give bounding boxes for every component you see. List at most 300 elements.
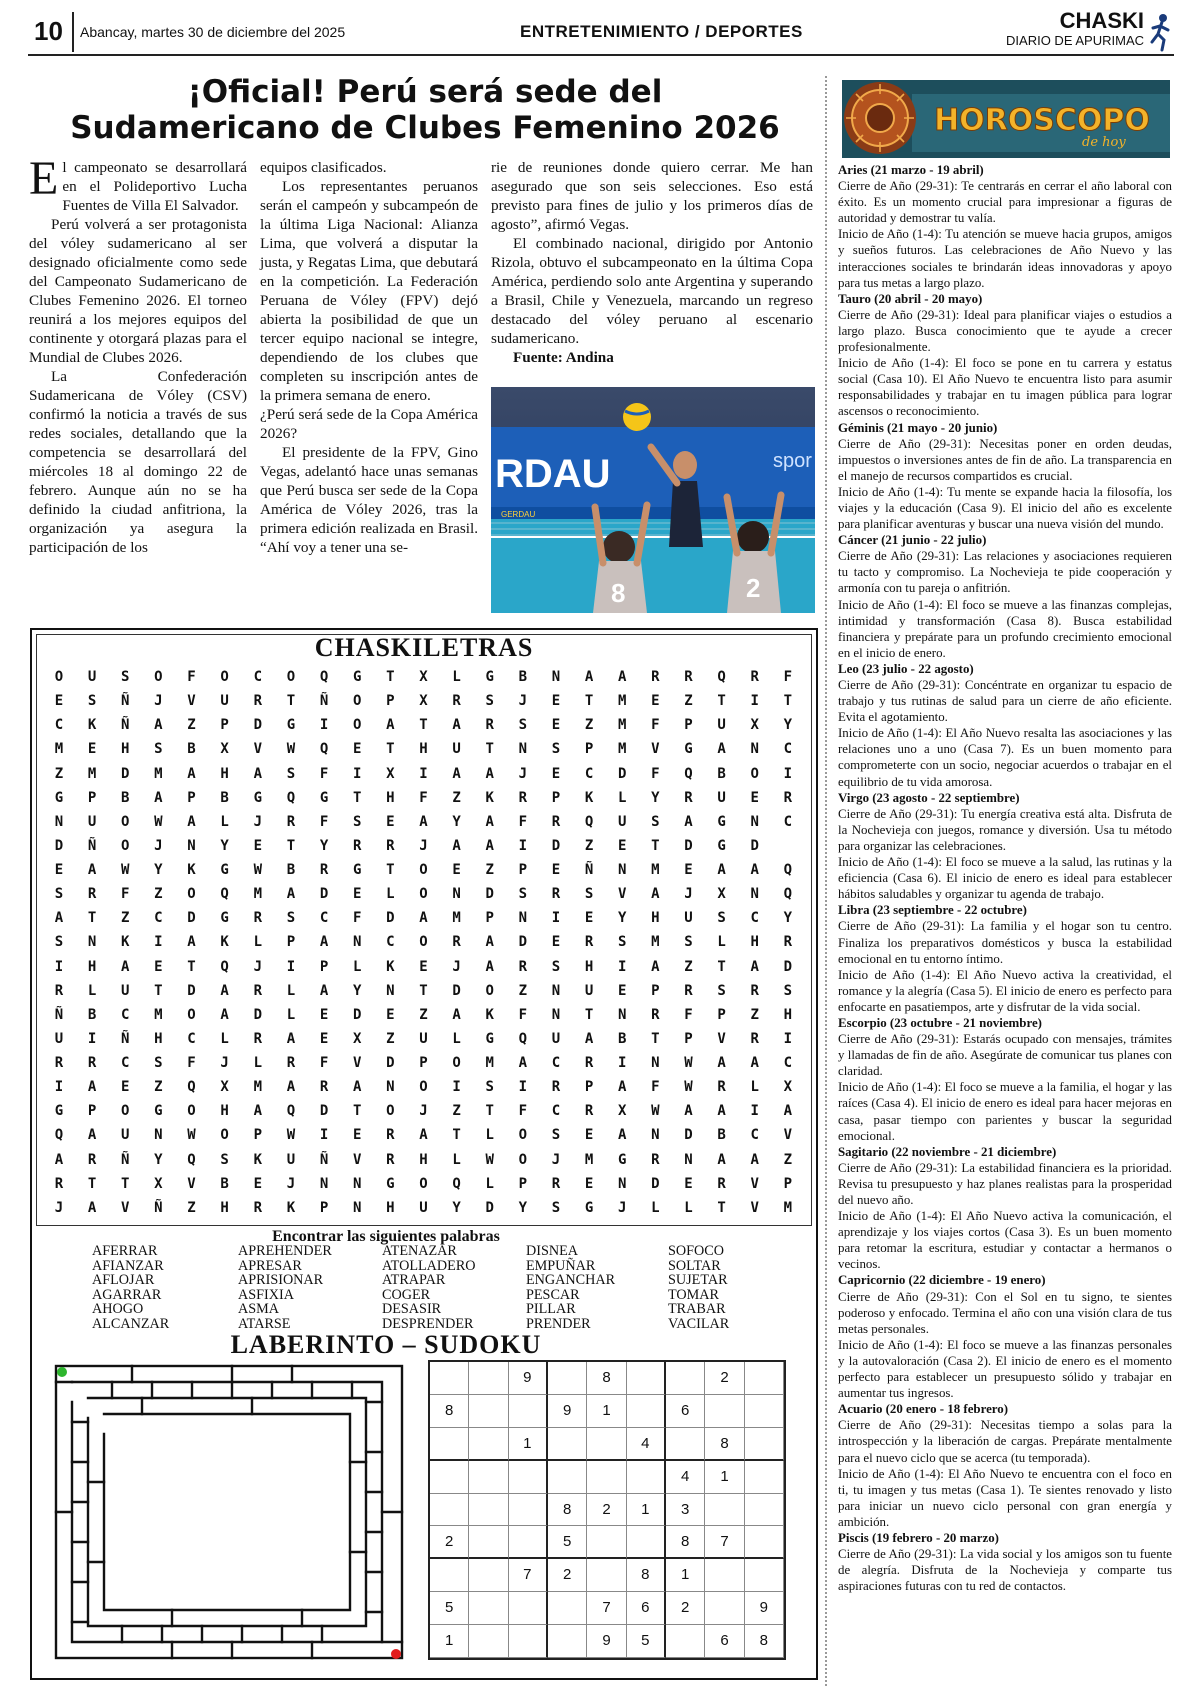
wordsearch-letter[interactable]: A: [253, 1103, 262, 1120]
wordsearch-letter[interactable]: M: [783, 1199, 793, 1216]
wordsearch-letter[interactable]: I: [54, 958, 64, 975]
wordsearch-letter[interactable]: G: [386, 1175, 395, 1192]
wordsearch-letter[interactable]: R: [750, 1030, 759, 1047]
wordsearch-letter[interactable]: T: [386, 862, 395, 879]
wordsearch-letter[interactable]: L: [485, 1175, 494, 1192]
wordsearch-letter[interactable]: T: [87, 1175, 97, 1192]
wordsearch-letter[interactable]: V: [187, 693, 196, 710]
wordsearch-letter[interactable]: C: [121, 1006, 130, 1023]
wordsearch-letter[interactable]: Ñ: [121, 693, 130, 710]
wordsearch-letter[interactable]: P: [187, 789, 196, 806]
wordsearch-letter[interactable]: Y: [452, 1199, 461, 1216]
wordsearch-letter[interactable]: O: [220, 669, 229, 685]
sudoku-cell[interactable]: 1: [666, 1559, 705, 1592]
wordsearch-letter[interactable]: C: [253, 669, 262, 685]
wordsearch-letter[interactable]: M: [54, 741, 64, 758]
wordsearch-letter[interactable]: J: [518, 693, 528, 710]
wordsearch-letter[interactable]: S: [783, 982, 793, 999]
wordsearch-letter[interactable]: E: [54, 862, 64, 879]
wordsearch-letter[interactable]: V: [121, 1199, 130, 1216]
wordsearch-letter[interactable]: J: [419, 1103, 428, 1120]
wordsearch-letter[interactable]: G: [220, 862, 229, 879]
wordsearch-letter[interactable]: I: [750, 1103, 759, 1120]
wordsearch-letter[interactable]: R: [518, 958, 528, 975]
wordsearch-letter[interactable]: W: [684, 1079, 693, 1096]
sudoku-cell[interactable]: [469, 1461, 508, 1494]
wordsearch-letter[interactable]: Q: [783, 886, 793, 903]
wordsearch-letter[interactable]: A: [485, 837, 494, 854]
wordsearch-letter[interactable]: S: [684, 934, 693, 951]
wordsearch-letter[interactable]: I: [452, 1079, 461, 1096]
wordsearch-letter[interactable]: A: [584, 669, 594, 685]
sudoku-cell[interactable]: [509, 1494, 548, 1527]
sudoku-cell[interactable]: [469, 1625, 508, 1658]
sudoku-cell[interactable]: 1: [627, 1494, 666, 1527]
wordsearch-letter[interactable]: K: [485, 1006, 494, 1023]
wordsearch-letter[interactable]: E: [452, 862, 461, 879]
wordsearch-letter[interactable]: V: [750, 1175, 759, 1192]
wordsearch-letter[interactable]: R: [551, 1079, 561, 1096]
wordsearch-letter[interactable]: H: [386, 1199, 395, 1216]
wordsearch-letter[interactable]: H: [419, 1151, 428, 1168]
wordsearch-letter[interactable]: I: [319, 1127, 329, 1144]
wordsearch-letter[interactable]: V: [717, 1030, 726, 1047]
sudoku-cell[interactable]: [469, 1592, 508, 1625]
wordsearch-letter[interactable]: B: [87, 1006, 97, 1023]
wordsearch-letter[interactable]: R: [452, 693, 461, 710]
wordsearch-letter[interactable]: A: [651, 886, 660, 903]
wordsearch-letter[interactable]: O: [419, 886, 428, 903]
wordsearch-letter[interactable]: X: [352, 1030, 362, 1047]
wordsearch-letter[interactable]: R: [584, 934, 594, 951]
wordsearch-letter[interactable]: R: [684, 789, 693, 806]
wordsearch-letter[interactable]: U: [419, 1030, 428, 1047]
wordsearch-letter[interactable]: X: [386, 765, 395, 782]
wordsearch-letter[interactable]: O: [750, 765, 759, 782]
sudoku-cell[interactable]: 2: [548, 1559, 587, 1592]
wordsearch-letter[interactable]: H: [87, 958, 97, 975]
wordsearch-letter[interactable]: G: [220, 910, 229, 927]
wordsearch-letter[interactable]: B: [617, 1030, 627, 1047]
sudoku-cell[interactable]: [509, 1395, 548, 1428]
wordsearch-letter[interactable]: F: [187, 669, 196, 685]
wordsearch-letter[interactable]: T: [121, 1175, 130, 1192]
wordsearch-letter[interactable]: Z: [518, 982, 528, 999]
wordsearch-letter[interactable]: L: [220, 813, 229, 830]
wordsearch-letter[interactable]: A: [750, 958, 759, 975]
wordsearch-letter[interactable]: S: [54, 886, 64, 903]
wordsearch-letter[interactable]: H: [419, 741, 428, 758]
wordsearch-letter[interactable]: J: [551, 1151, 561, 1168]
wordsearch-letter[interactable]: E: [87, 741, 97, 758]
wordsearch-letter[interactable]: S: [87, 693, 97, 710]
wordsearch-letter[interactable]: E: [54, 693, 64, 710]
wordsearch-letter[interactable]: A: [584, 1030, 594, 1047]
wordsearch-letter[interactable]: E: [419, 958, 428, 975]
sudoku-cell[interactable]: [509, 1625, 548, 1658]
wordsearch-letter[interactable]: S: [121, 669, 130, 685]
sudoku-cell[interactable]: [705, 1559, 744, 1592]
sudoku-cell[interactable]: 8: [430, 1395, 469, 1428]
wordsearch-letter[interactable]: T: [717, 693, 726, 710]
wordsearch-letter[interactable]: A: [750, 862, 759, 879]
wordsearch-letter[interactable]: F: [518, 1103, 528, 1120]
wordsearch-letter[interactable]: I: [617, 1055, 627, 1072]
wordsearch-letter[interactable]: O: [121, 813, 130, 830]
wordsearch-letter[interactable]: S: [551, 1127, 561, 1144]
wordsearch-letter[interactable]: D: [684, 837, 693, 854]
wordsearch-letter[interactable]: Ñ: [154, 1199, 163, 1216]
wordsearch-letter[interactable]: P: [419, 1055, 428, 1072]
wordsearch-letter[interactable]: B: [220, 1175, 229, 1192]
wordsearch-letter[interactable]: P: [87, 789, 97, 806]
sudoku-cell[interactable]: 2: [705, 1362, 744, 1395]
wordsearch-letter[interactable]: H: [154, 1030, 163, 1047]
wordsearch-letter[interactable]: T: [386, 669, 395, 685]
wordsearch-letter[interactable]: C: [386, 934, 395, 951]
wordsearch-letter[interactable]: Y: [783, 910, 793, 927]
wordsearch-letter[interactable]: B: [518, 669, 528, 685]
wordsearch-letter[interactable]: O: [121, 1103, 130, 1120]
wordsearch-letter[interactable]: X: [419, 693, 428, 710]
wordsearch-letter[interactable]: W: [684, 1055, 693, 1072]
wordsearch-letter[interactable]: P: [684, 1030, 693, 1047]
wordsearch-letter[interactable]: Y: [452, 813, 461, 830]
sudoku-cell[interactable]: 4: [627, 1428, 666, 1461]
sudoku-cell[interactable]: 8: [666, 1526, 705, 1559]
wordsearch-letter[interactable]: C: [154, 910, 163, 927]
wordsearch-letter[interactable]: Z: [584, 717, 594, 734]
wordsearch-letter[interactable]: Y: [783, 717, 793, 734]
sudoku-cell[interactable]: 6: [666, 1395, 705, 1428]
wordsearch-letter[interactable]: Ñ: [87, 837, 97, 854]
wordsearch-letter[interactable]: D: [253, 1006, 262, 1023]
wordsearch-letter[interactable]: J: [54, 1199, 64, 1216]
wordsearch-letter[interactable]: K: [386, 958, 395, 975]
sudoku-cell[interactable]: 9: [548, 1395, 587, 1428]
wordsearch-letter[interactable]: A: [617, 1079, 627, 1096]
sudoku-cell[interactable]: [627, 1461, 666, 1494]
wordsearch-letter[interactable]: G: [352, 862, 362, 879]
wordsearch-letter[interactable]: C: [750, 1127, 759, 1144]
wordsearch-letter[interactable]: O: [419, 862, 428, 879]
wordsearch-letter[interactable]: F: [651, 717, 660, 734]
wordsearch-letter[interactable]: L: [485, 1127, 494, 1144]
wordsearch-letter[interactable]: Y: [154, 1151, 163, 1168]
wordsearch-letter[interactable]: N: [386, 1079, 395, 1096]
wordsearch-letter[interactable]: A: [485, 765, 494, 782]
wordsearch-letter[interactable]: L: [617, 789, 627, 806]
wordsearch-letter[interactable]: P: [684, 717, 693, 734]
wordsearch-letter[interactable]: L: [286, 982, 296, 999]
wordsearch-letter[interactable]: E: [651, 693, 660, 710]
wordsearch-letter[interactable]: R: [253, 693, 262, 710]
wordsearch-letter[interactable]: A: [452, 717, 461, 734]
sudoku-cell[interactable]: [705, 1395, 744, 1428]
sudoku-cell[interactable]: [430, 1559, 469, 1592]
wordsearch-letter[interactable]: F: [684, 1006, 693, 1023]
wordsearch-letter[interactable]: N: [352, 1175, 362, 1192]
wordsearch-letter[interactable]: A: [717, 1151, 726, 1168]
wordsearch-letter[interactable]: A: [220, 1006, 229, 1023]
wordsearch-letter[interactable]: I: [419, 765, 428, 782]
wordsearch-letter[interactable]: V: [253, 741, 262, 758]
wordsearch-letter[interactable]: N: [352, 1199, 362, 1216]
wordsearch-letter[interactable]: G: [286, 717, 296, 734]
wordsearch-letter[interactable]: N: [651, 1055, 660, 1072]
wordsearch-letter[interactable]: Ñ: [584, 862, 594, 879]
wordsearch-letter[interactable]: A: [54, 1151, 64, 1168]
sudoku-cell[interactable]: 4: [666, 1461, 705, 1494]
wordsearch-letter[interactable]: G: [584, 1199, 594, 1216]
wordsearch-letter[interactable]: P: [220, 717, 229, 734]
wordsearch-letter[interactable]: D: [452, 982, 461, 999]
wordsearch-letter[interactable]: G: [717, 837, 726, 854]
wordsearch-letter[interactable]: E: [319, 1006, 329, 1023]
wordsearch-letter[interactable]: R: [386, 1127, 395, 1144]
wordsearch-letter[interactable]: R: [87, 886, 97, 903]
wordsearch-letter[interactable]: S: [286, 910, 296, 927]
wordsearch-letter[interactable]: O: [187, 1006, 196, 1023]
wordsearch-letter[interactable]: R: [253, 1199, 262, 1216]
wordsearch-letter[interactable]: Q: [684, 765, 693, 782]
wordsearch-letter[interactable]: S: [485, 1079, 494, 1096]
wordsearch-letter[interactable]: B: [286, 862, 296, 879]
sudoku-cell[interactable]: [469, 1428, 508, 1461]
sudoku-cell[interactable]: 2: [666, 1592, 705, 1625]
wordsearch-letter[interactable]: N: [750, 741, 759, 758]
wordsearch-letter[interactable]: J: [253, 958, 262, 975]
wordsearch-letter[interactable]: N: [518, 910, 528, 927]
wordsearch-letter[interactable]: M: [452, 910, 461, 927]
wordsearch-letter[interactable]: W: [253, 862, 262, 879]
wordsearch-letter[interactable]: M: [584, 1151, 594, 1168]
wordsearch-letter[interactable]: A: [452, 765, 461, 782]
wordsearch-letter[interactable]: Z: [187, 717, 196, 734]
wordsearch-letter[interactable]: N: [352, 934, 362, 951]
wordsearch-letter[interactable]: A: [452, 837, 461, 854]
wordsearch-letter[interactable]: L: [651, 1199, 660, 1216]
wordsearch-letter[interactable]: T: [286, 693, 296, 710]
wordsearch-letter[interactable]: G: [154, 1103, 163, 1120]
wordsearch-letter[interactable]: L: [717, 934, 726, 951]
wordsearch-letter[interactable]: J: [684, 886, 693, 903]
wordsearch-letter[interactable]: X: [750, 717, 759, 734]
wordsearch-letter[interactable]: L: [684, 1199, 693, 1216]
wordsearch-letter[interactable]: U: [121, 1127, 130, 1144]
wordsearch-letter[interactable]: Q: [319, 669, 329, 685]
wordsearch-letter[interactable]: D: [319, 886, 329, 903]
wordsearch-letter[interactable]: F: [121, 886, 130, 903]
wordsearch-letter[interactable]: R: [750, 669, 759, 685]
labyrinth-maze[interactable]: [52, 1362, 406, 1662]
wordsearch-letter[interactable]: E: [352, 1127, 362, 1144]
wordsearch-letter[interactable]: X: [419, 669, 428, 685]
wordsearch-letter[interactable]: L: [220, 1030, 229, 1047]
wordsearch-letter[interactable]: N: [617, 862, 627, 879]
wordsearch-letter[interactable]: E: [684, 1175, 693, 1192]
wordsearch-letter[interactable]: E: [551, 693, 561, 710]
wordsearch-letter[interactable]: R: [286, 813, 296, 830]
sudoku-cell[interactable]: [469, 1559, 508, 1592]
wordsearch-letter[interactable]: Q: [319, 741, 329, 758]
wordsearch-letter[interactable]: D: [54, 837, 64, 854]
wordsearch-letter[interactable]: E: [584, 1175, 594, 1192]
wordsearch-letter[interactable]: R: [87, 1055, 97, 1072]
wordsearch-letter[interactable]: T: [154, 982, 163, 999]
wordsearch-letter[interactable]: T: [485, 741, 494, 758]
wordsearch-letter[interactable]: I: [518, 837, 528, 854]
wordsearch-letter[interactable]: A: [286, 886, 296, 903]
wordsearch-letter[interactable]: T: [584, 693, 594, 710]
sudoku-cell[interactable]: [548, 1461, 587, 1494]
wordsearch-letter[interactable]: M: [154, 1006, 163, 1023]
wordsearch-letter[interactable]: R: [253, 1030, 262, 1047]
wordsearch-letter[interactable]: Z: [419, 1006, 428, 1023]
wordsearch-letter[interactable]: V: [651, 741, 660, 758]
wordsearch-letter[interactable]: U: [584, 982, 594, 999]
wordsearch-letter[interactable]: R: [783, 789, 793, 806]
wordsearch-letter[interactable]: C: [319, 910, 329, 927]
wordsearch-letter[interactable]: A: [154, 789, 163, 806]
wordsearch-letter[interactable]: R: [684, 982, 693, 999]
wordsearch-letter[interactable]: R: [684, 669, 693, 685]
wordsearch-letter[interactable]: P: [518, 862, 528, 879]
wordsearch-letter[interactable]: W: [286, 1127, 296, 1144]
wordsearch-letter[interactable]: J: [452, 958, 461, 975]
wordsearch-letter[interactable]: R: [54, 1175, 64, 1192]
wordsearch-letter[interactable]: Z: [154, 886, 163, 903]
sudoku-cell[interactable]: [469, 1494, 508, 1527]
wordsearch-letter[interactable]: U: [452, 741, 461, 758]
wordsearch-letter[interactable]: T: [386, 741, 395, 758]
wordsearch-letter[interactable]: R: [651, 669, 660, 685]
wordsearch-letter[interactable]: F: [352, 910, 362, 927]
sudoku-cell[interactable]: [548, 1428, 587, 1461]
wordsearch-letter[interactable]: R: [651, 1151, 660, 1168]
wordsearch-letter[interactable]: T: [419, 982, 428, 999]
wordsearch-letter[interactable]: B: [121, 789, 130, 806]
wordsearch-letter[interactable]: W: [485, 1151, 494, 1168]
sudoku-cell[interactable]: [745, 1395, 784, 1428]
wordsearch-letter[interactable]: L: [253, 1055, 262, 1072]
wordsearch-letter[interactable]: D: [551, 837, 561, 854]
wordsearch-letter[interactable]: P: [253, 1127, 262, 1144]
wordsearch-letter[interactable]: I: [87, 1030, 97, 1047]
wordsearch-letter[interactable]: L: [750, 1079, 759, 1096]
wordsearch-letter[interactable]: S: [651, 813, 660, 830]
wordsearch-letter[interactable]: Z: [485, 862, 494, 879]
wordsearch-letter[interactable]: E: [121, 1079, 130, 1096]
wordsearch-letter[interactable]: N: [319, 1175, 329, 1192]
wordsearch-letter[interactable]: H: [121, 741, 130, 758]
wordsearch-letter[interactable]: W: [286, 741, 296, 758]
wordsearch-letter[interactable]: A: [121, 958, 130, 975]
wordsearch-letter[interactable]: O: [419, 934, 428, 951]
wordsearch-letter[interactable]: X: [220, 1079, 229, 1096]
wordsearch-letter[interactable]: F: [651, 1079, 660, 1096]
wordsearch-letter[interactable]: M: [617, 741, 627, 758]
wordsearch-letter[interactable]: A: [717, 1055, 726, 1072]
sudoku-cell[interactable]: [745, 1526, 784, 1559]
wordsearch-letter[interactable]: F: [651, 765, 660, 782]
wordsearch-letter[interactable]: F: [419, 789, 428, 806]
wordsearch-letter[interactable]: M: [154, 765, 163, 782]
wordsearch-letter[interactable]: A: [319, 982, 329, 999]
wordsearch-letter[interactable]: A: [154, 717, 163, 734]
wordsearch-letter[interactable]: G: [485, 1030, 494, 1047]
wordsearch-letter[interactable]: A: [717, 1103, 726, 1120]
wordsearch-letter[interactable]: Z: [452, 789, 461, 806]
wordsearch-letter[interactable]: E: [253, 1175, 262, 1192]
wordsearch-letter[interactable]: M: [253, 886, 262, 903]
wordsearch-letter[interactable]: D: [187, 910, 196, 927]
wordsearch-letter[interactable]: A: [286, 1030, 296, 1047]
wordsearch-letter[interactable]: K: [121, 934, 130, 951]
wordsearch-letter[interactable]: U: [419, 1199, 428, 1216]
wordsearch-letter[interactable]: N: [187, 837, 196, 854]
sudoku-cell[interactable]: [430, 1428, 469, 1461]
wordsearch-letter[interactable]: O: [54, 669, 64, 685]
wordsearch-letter[interactable]: N: [54, 813, 64, 830]
sudoku-cell[interactable]: [745, 1559, 784, 1592]
sudoku-cell[interactable]: 8: [705, 1428, 744, 1461]
sudoku-cell[interactable]: [627, 1395, 666, 1428]
wordsearch-letter[interactable]: U: [87, 813, 97, 830]
wordsearch-letter[interactable]: R: [319, 1079, 329, 1096]
wordsearch-letter[interactable]: Z: [783, 1151, 793, 1168]
sudoku-cell[interactable]: 8: [548, 1494, 587, 1527]
wordsearch-letter[interactable]: S: [717, 982, 726, 999]
wordsearch-letter[interactable]: O: [187, 886, 196, 903]
sudoku-cell[interactable]: [666, 1362, 705, 1395]
sudoku-cell[interactable]: [469, 1395, 508, 1428]
wordsearch-letter[interactable]: T: [717, 958, 726, 975]
wordsearch-letter[interactable]: S: [154, 1055, 163, 1072]
wordsearch-letter[interactable]: I: [783, 765, 793, 782]
wordsearch-letter[interactable]: R: [584, 1055, 594, 1072]
wordsearch-letter[interactable]: S: [584, 886, 594, 903]
sudoku-cell[interactable]: [745, 1494, 784, 1527]
wordsearch-letter[interactable]: P: [319, 1199, 329, 1216]
wordsearch-letter[interactable]: H: [220, 1199, 229, 1216]
sudoku-cell[interactable]: [548, 1625, 587, 1658]
sudoku-cell[interactable]: [548, 1592, 587, 1625]
sudoku-cell[interactable]: 5: [548, 1526, 587, 1559]
sudoku-cell[interactable]: 3: [666, 1494, 705, 1527]
wordsearch-letter[interactable]: U: [286, 1151, 296, 1168]
wordsearch-letter[interactable]: J: [253, 813, 262, 830]
wordsearch-letter[interactable]: U: [220, 693, 229, 710]
wordsearch-letter[interactable]: Q: [717, 669, 726, 685]
wordsearch-letter[interactable]: S: [717, 910, 726, 927]
wordsearch-letter[interactable]: T: [717, 1199, 726, 1216]
wordsearch-letter[interactable]: M: [651, 934, 660, 951]
wordsearch-letter[interactable]: A: [419, 813, 428, 830]
wordsearch-letter[interactable]: A: [187, 765, 196, 782]
wordsearch-letter[interactable]: A: [518, 1055, 528, 1072]
sudoku-cell[interactable]: 5: [430, 1592, 469, 1625]
wordsearch-letter[interactable]: Y: [617, 910, 627, 927]
wordsearch-letter[interactable]: Z: [121, 910, 130, 927]
wordsearch-letter[interactable]: S: [518, 886, 528, 903]
wordsearch-letter[interactable]: R: [750, 982, 759, 999]
wordsearch-letter[interactable]: A: [651, 958, 660, 975]
wordsearch-letter[interactable]: Ñ: [121, 1151, 130, 1168]
wordsearch-letter[interactable]: R: [551, 1175, 561, 1192]
wordsearch-letter[interactable]: V: [617, 886, 627, 903]
sudoku-cell[interactable]: [548, 1362, 587, 1395]
